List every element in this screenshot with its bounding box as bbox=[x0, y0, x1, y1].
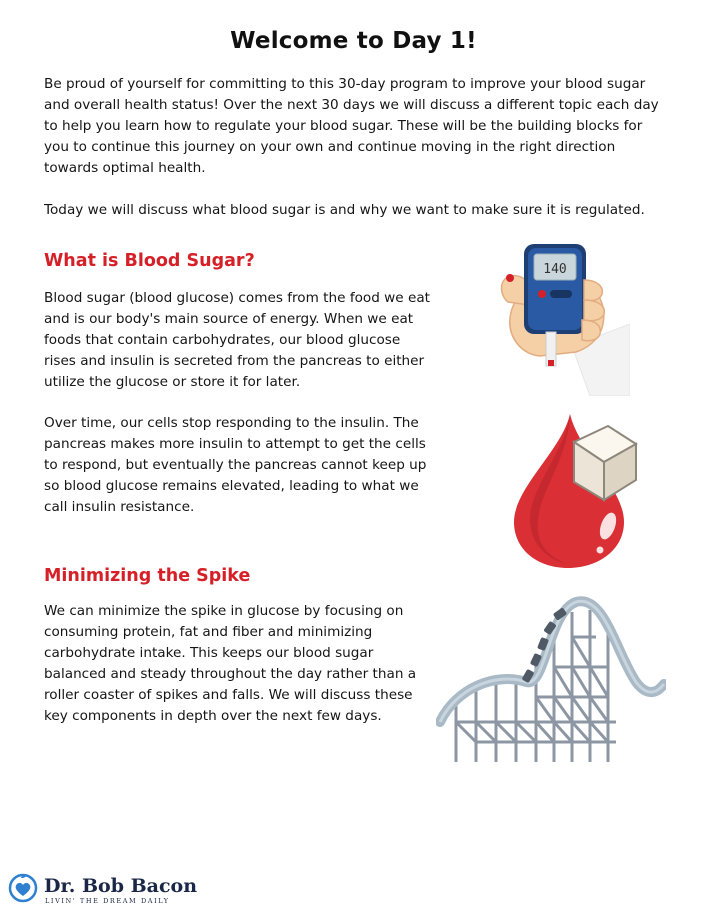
minimizing-spike-heading: Minimizing the Spike bbox=[44, 566, 251, 586]
brand-tagline: LIVIN' THE DREAM DAILY bbox=[45, 897, 170, 905]
glucometer-hand-icon bbox=[480, 236, 630, 396]
brand-logo-icon bbox=[8, 872, 38, 906]
intro-paragraph: Be proud of yourself for committing to this 30-day program to improve your blood sugar and overall health status! Over the next 30 days we will discuss a different topic each day to help you learn how to regulate your blood sugar. These will be the building blocks for you to continue this journey on your own and continue moving in the right direction towards optimal health. bbox=[44, 76, 659, 176]
roller-coaster-icon bbox=[436, 592, 666, 772]
today-paragraph: Today we will discuss what blood sugar is and why we want to make sure it is regulated. bbox=[44, 202, 645, 218]
blood-drop-sugar-cube-icon bbox=[508, 410, 643, 572]
blood-sugar-heading: What is Blood Sugar? bbox=[44, 251, 255, 271]
blood-sugar-paragraph-1: Blood sugar (blood glucose) comes from the food we eat and is our body's main source of energy. When we eat foods that contain carbohydrates, our blood glucose rises and insulin is secreted from the pancreas to either utilize the glucose or store it for later. bbox=[44, 290, 431, 390]
glucometer-reading: 140 bbox=[543, 262, 567, 277]
blood-sugar-paragraph-2: Over time, our cells stop responding to the insulin. The pancreas makes more insulin to attempt to get the cells to respond, but eventually the pancreas cannot keep up so blood glucose remains elevated, leading to what we call insulin resistance. bbox=[44, 415, 427, 515]
brand-name: Dr. Bob Bacon bbox=[44, 875, 198, 897]
page-title: Welcome to Day 1! bbox=[230, 28, 477, 54]
minimizing-spike-paragraph: We can minimize the spike in glucose by focusing on consuming protein, fat and fiber and minimizing carbohydrate intake. This keeps our blood sugar balanced and steady throughout the day rather than a roller coaster of spikes and falls. We will discuss these key components in depth over the next few days. bbox=[44, 603, 417, 724]
